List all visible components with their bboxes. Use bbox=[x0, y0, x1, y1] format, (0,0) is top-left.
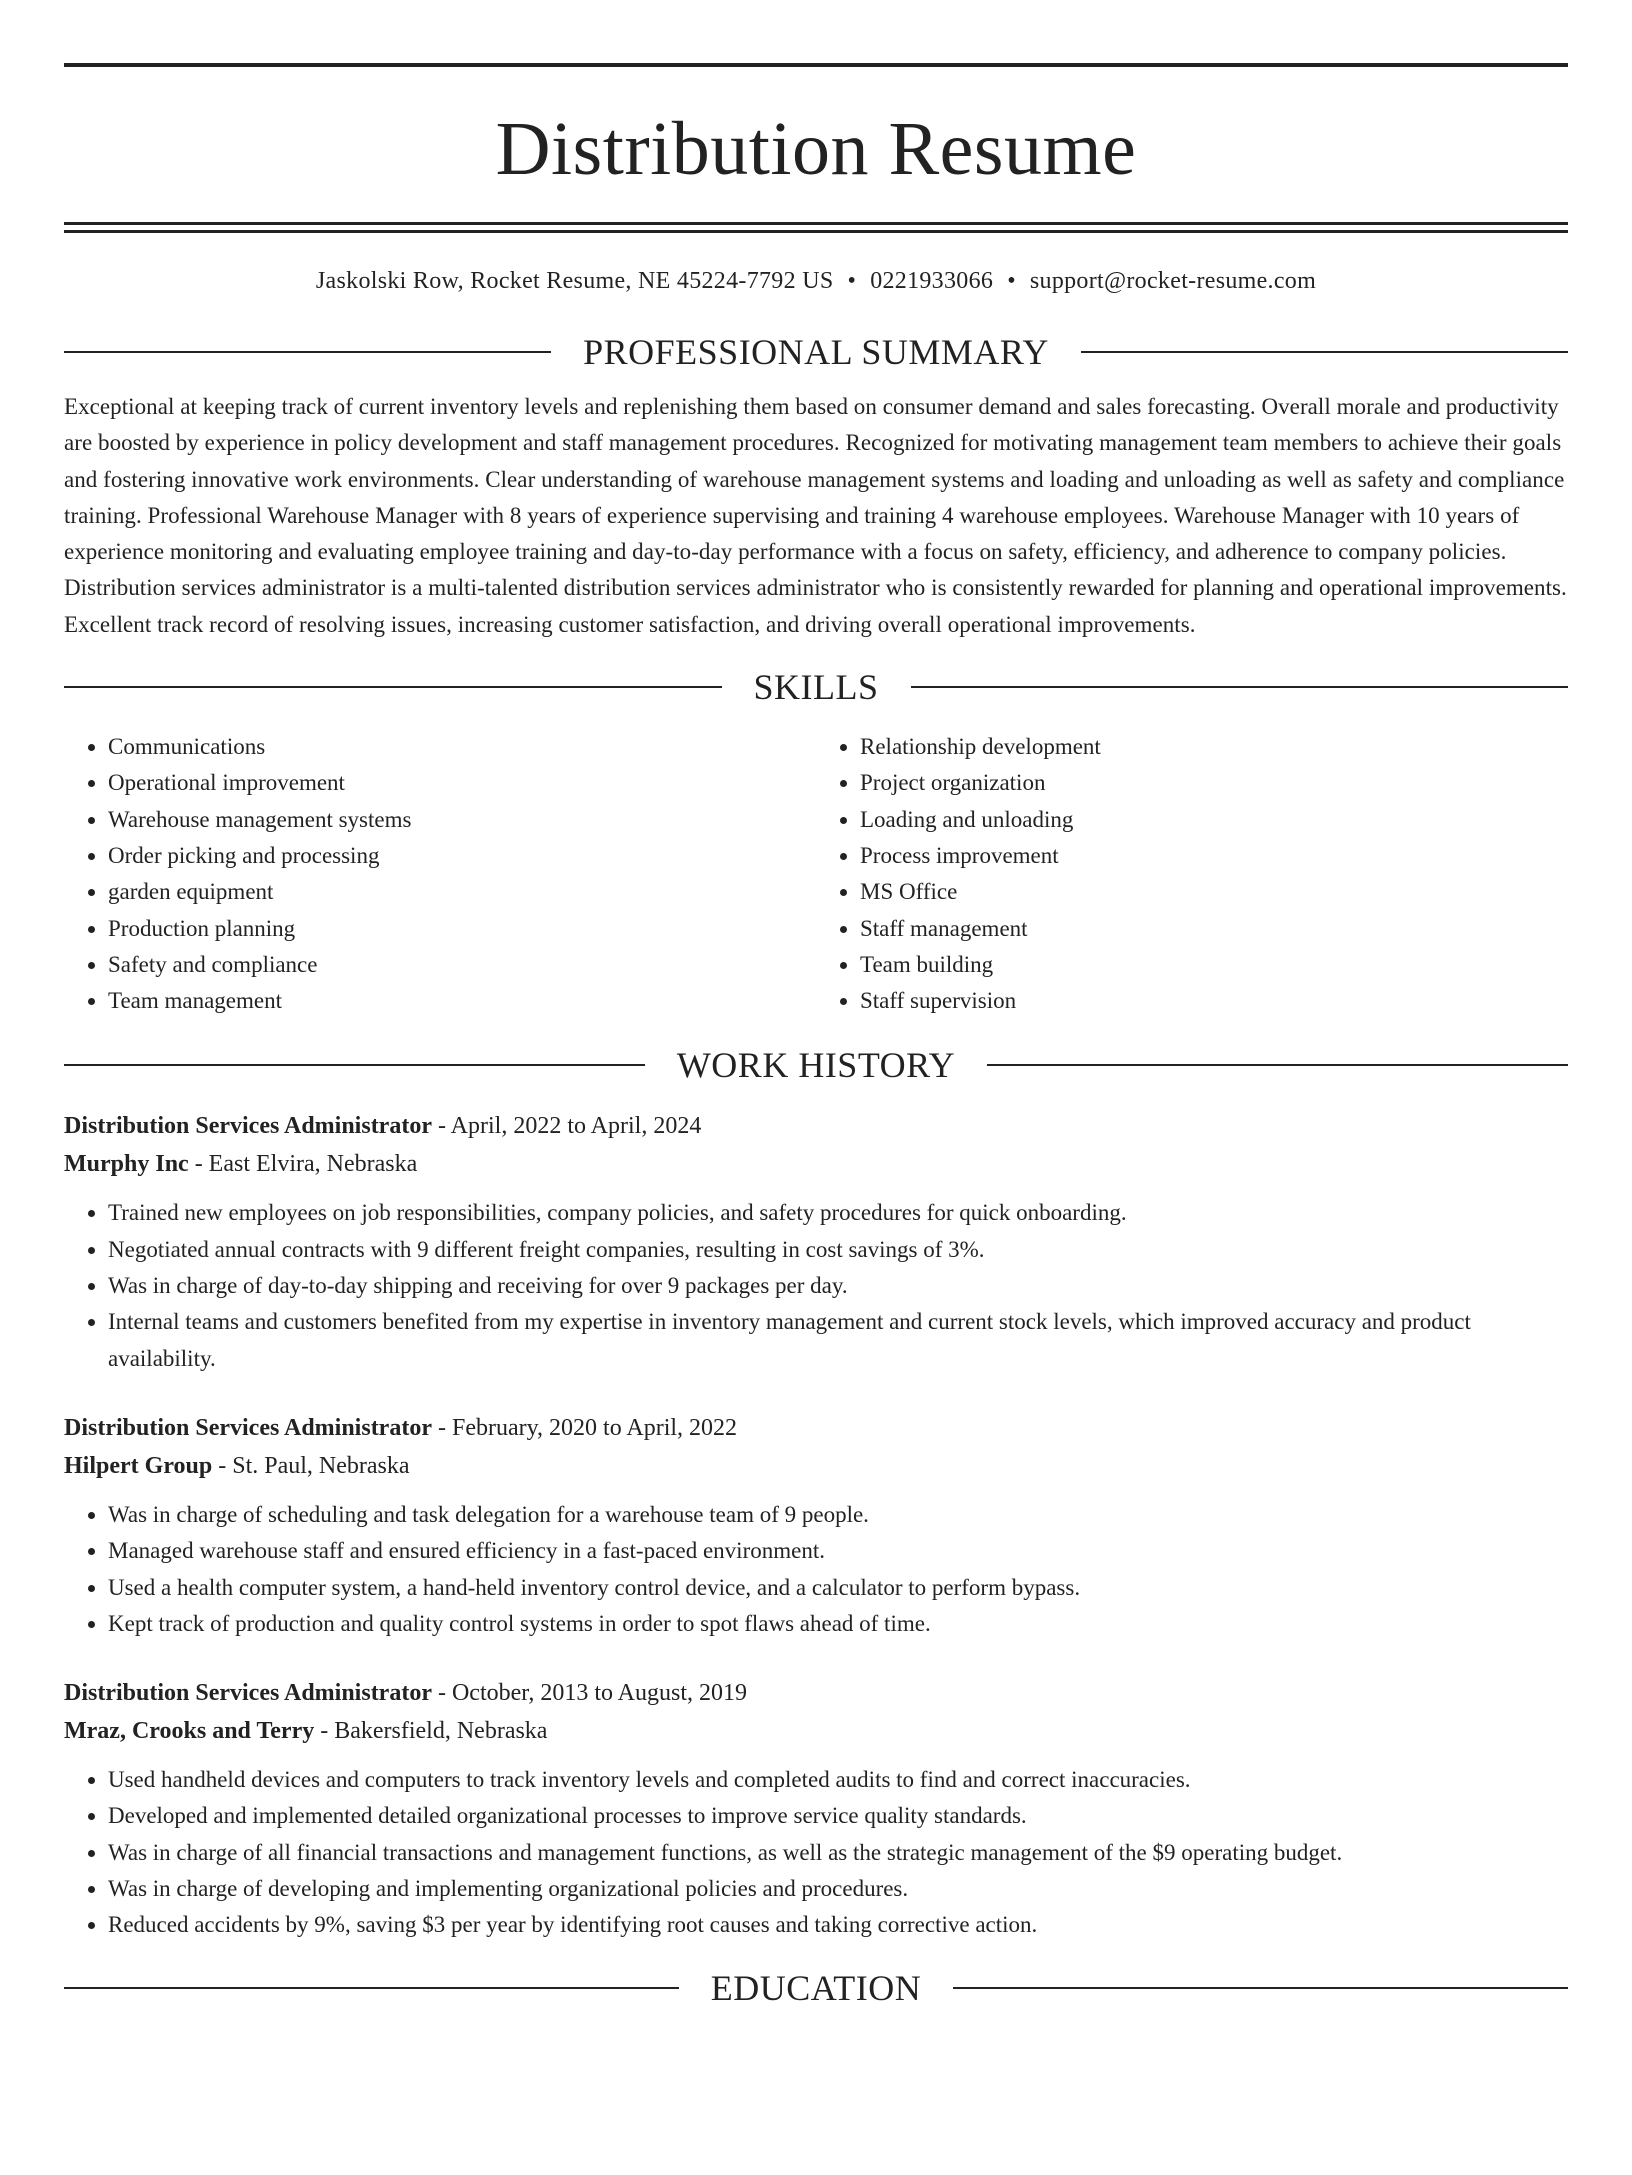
contact-email[interactable]: support@rocket-resume.com bbox=[1029, 268, 1317, 294]
skill-item: • Order picking and processing bbox=[108, 838, 816, 874]
section-header-skills bbox=[64, 667, 1568, 707]
resume-page bbox=[0, 63, 1632, 2175]
title-double-rule bbox=[64, 222, 1568, 233]
skills-list bbox=[64, 729, 1568, 1019]
job-entry bbox=[64, 1674, 1568, 1943]
job-bullet: • Developed and implemented detailed organizational processes to improve service quality standards. bbox=[108, 1798, 1568, 1834]
job-bullet: • Trained new employees on job responsibilities, company policies, and safety procedures for quick onboarding. bbox=[108, 1195, 1568, 1231]
section-title: PROFESSIONAL SUMMARY bbox=[583, 332, 1049, 372]
section-header-education bbox=[64, 1968, 1568, 2008]
job-bullets bbox=[64, 1762, 1568, 1943]
job-company-line bbox=[64, 1145, 1568, 1183]
section-title: EDUCATION bbox=[710, 1967, 922, 2008]
section-rule bbox=[1081, 351, 1568, 353]
contact-separator: • bbox=[847, 268, 857, 294]
skill-item: • Loading and unloading bbox=[860, 802, 1568, 838]
job-bullet: • Kept track of production and quality control systems in order to spot flaws ahead of time. bbox=[108, 1606, 1568, 1642]
section-rule bbox=[911, 686, 1569, 688]
job-bullet: • Managed warehouse staff and ensured efficiency in a fast-paced environment. bbox=[108, 1533, 1568, 1569]
skill-item: • Team management bbox=[108, 983, 816, 1019]
section-title: WORK HISTORY bbox=[676, 1045, 956, 1086]
contact-address: Jaskolski Row, Rocket Resume, NE 45224-7792 US bbox=[315, 268, 834, 294]
job-title-line bbox=[64, 1674, 1568, 1712]
skill-item: • Relationship development bbox=[860, 729, 1568, 765]
job-company: Mraz, Crooks and Terry bbox=[64, 1718, 315, 1745]
contact-line bbox=[64, 266, 1568, 296]
job-bullets bbox=[64, 1195, 1568, 1376]
skill-item: • Staff supervision bbox=[860, 983, 1568, 1019]
contact-separator: • bbox=[1007, 268, 1016, 294]
job-bullet: • Was in charge of developing and implementing organizational policies and procedures. bbox=[108, 1871, 1568, 1907]
job-bullet: • Reduced accidents by 9%, saving $3 per year by identifying root causes and taking corrective action. bbox=[108, 1907, 1568, 1943]
section-header-summary bbox=[64, 332, 1568, 372]
skill-item: • Communications bbox=[108, 729, 816, 765]
job-company-line bbox=[64, 1447, 1568, 1485]
job-bullets bbox=[64, 1497, 1568, 1642]
section-rule bbox=[64, 351, 551, 353]
job-bullet: • Used handheld devices and computers to track inventory levels and completed audits to find and correct inaccuracies. bbox=[108, 1762, 1568, 1798]
job-location: - East Elvira, Nebraska bbox=[188, 1151, 418, 1178]
skills-column-right bbox=[816, 729, 1568, 1019]
job-title: Distribution Services Administrator bbox=[64, 1680, 432, 1707]
job-bullet: • Used a health computer system, a hand-held inventory control device, and a calculator to perform bypass. bbox=[108, 1570, 1568, 1606]
job-title-line bbox=[64, 1107, 1568, 1145]
section-rule bbox=[987, 1064, 1568, 1066]
section-rule bbox=[64, 1064, 645, 1066]
job-company: Murphy Inc bbox=[64, 1151, 189, 1178]
skill-item: • Production planning bbox=[108, 911, 816, 947]
top-rule bbox=[64, 63, 1568, 67]
skill-item: • Process improvement bbox=[860, 838, 1568, 874]
job-location: - Bakersfield, Nebraska bbox=[314, 1718, 548, 1745]
summary-text: Exceptional at keeping track of current inventory levels and replenishing them based on consumer demand and sales forecasting. Overall morale and productivity are boosted by experience in policy development and staff management procedures. Recognized for motivating management team members to achieve their goals and fostering innovative work environments. Clear understanding of warehouse management systems and loading and unloading as well as safety and compliance training. Professional Warehouse Manager with 8 years of experience supervising and training 4 warehouse employees. Warehouse Manager with 10 years of experience monitoring and evaluating employee training and day-to-day performance with a focus on safety, efficiency, and adherence to company policies. Distribution services administrator is a multi-talented distribution services administrator who is consistently rewarded for planning and operational improvements. Excellent track record of resolving issues, increasing customer satisfaction, and driving overall operational improvements. bbox=[64, 394, 1567, 637]
skill-item: • Project organization bbox=[860, 765, 1568, 801]
skill-item: • Staff management bbox=[860, 911, 1568, 947]
skill-item: • Operational improvement bbox=[108, 765, 816, 801]
job-bullet: • Internal teams and customers benefited from my expertise in inventory management and current stock levels, which improved accuracy and product availability. bbox=[108, 1304, 1568, 1377]
job-title: Distribution Services Administrator bbox=[64, 1113, 432, 1140]
job-entry bbox=[64, 1107, 1568, 1376]
job-location: - St. Paul, Nebraska bbox=[212, 1452, 410, 1479]
skills-column-left bbox=[64, 729, 816, 1019]
section-rule bbox=[953, 1987, 1568, 1989]
job-dates: - October, 2013 to August, 2019 bbox=[431, 1680, 747, 1707]
section-header-work-history bbox=[64, 1045, 1568, 1085]
skill-item: • Warehouse management systems bbox=[108, 802, 816, 838]
skill-item: • MS Office bbox=[860, 874, 1568, 910]
job-bullet: • Was in charge of scheduling and task delegation for a warehouse team of 9 people. bbox=[108, 1497, 1568, 1533]
job-title: Distribution Services Administrator bbox=[64, 1414, 432, 1441]
skill-item: • Safety and compliance bbox=[108, 947, 816, 983]
job-company-line bbox=[64, 1712, 1568, 1750]
skill-item: • Team building bbox=[860, 947, 1568, 983]
job-bullet: • Was in charge of day-to-day shipping and receiving for over 9 packages per day. bbox=[108, 1268, 1568, 1304]
section-rule bbox=[64, 686, 722, 688]
job-title-line bbox=[64, 1409, 1568, 1447]
section-title: SKILLS bbox=[753, 667, 879, 708]
contact-phone: 0221933066 bbox=[870, 268, 994, 294]
job-company: Hilpert Group bbox=[64, 1452, 213, 1479]
job-bullet: • Was in charge of all financial transactions and management functions, as well as the strategic management of the $9 operating budget. bbox=[108, 1835, 1568, 1871]
skill-item: • garden equipment bbox=[108, 874, 816, 910]
resume-title: Distribution Resume bbox=[495, 107, 1137, 191]
job-bullet: • Negotiated annual contracts with 9 different freight companies, resulting in cost savings of 3%. bbox=[108, 1232, 1568, 1268]
job-entry bbox=[64, 1409, 1568, 1642]
section-rule bbox=[64, 1987, 679, 1989]
job-dates: - April, 2022 to April, 2024 bbox=[431, 1113, 702, 1140]
job-dates: - February, 2020 to April, 2022 bbox=[431, 1414, 738, 1441]
